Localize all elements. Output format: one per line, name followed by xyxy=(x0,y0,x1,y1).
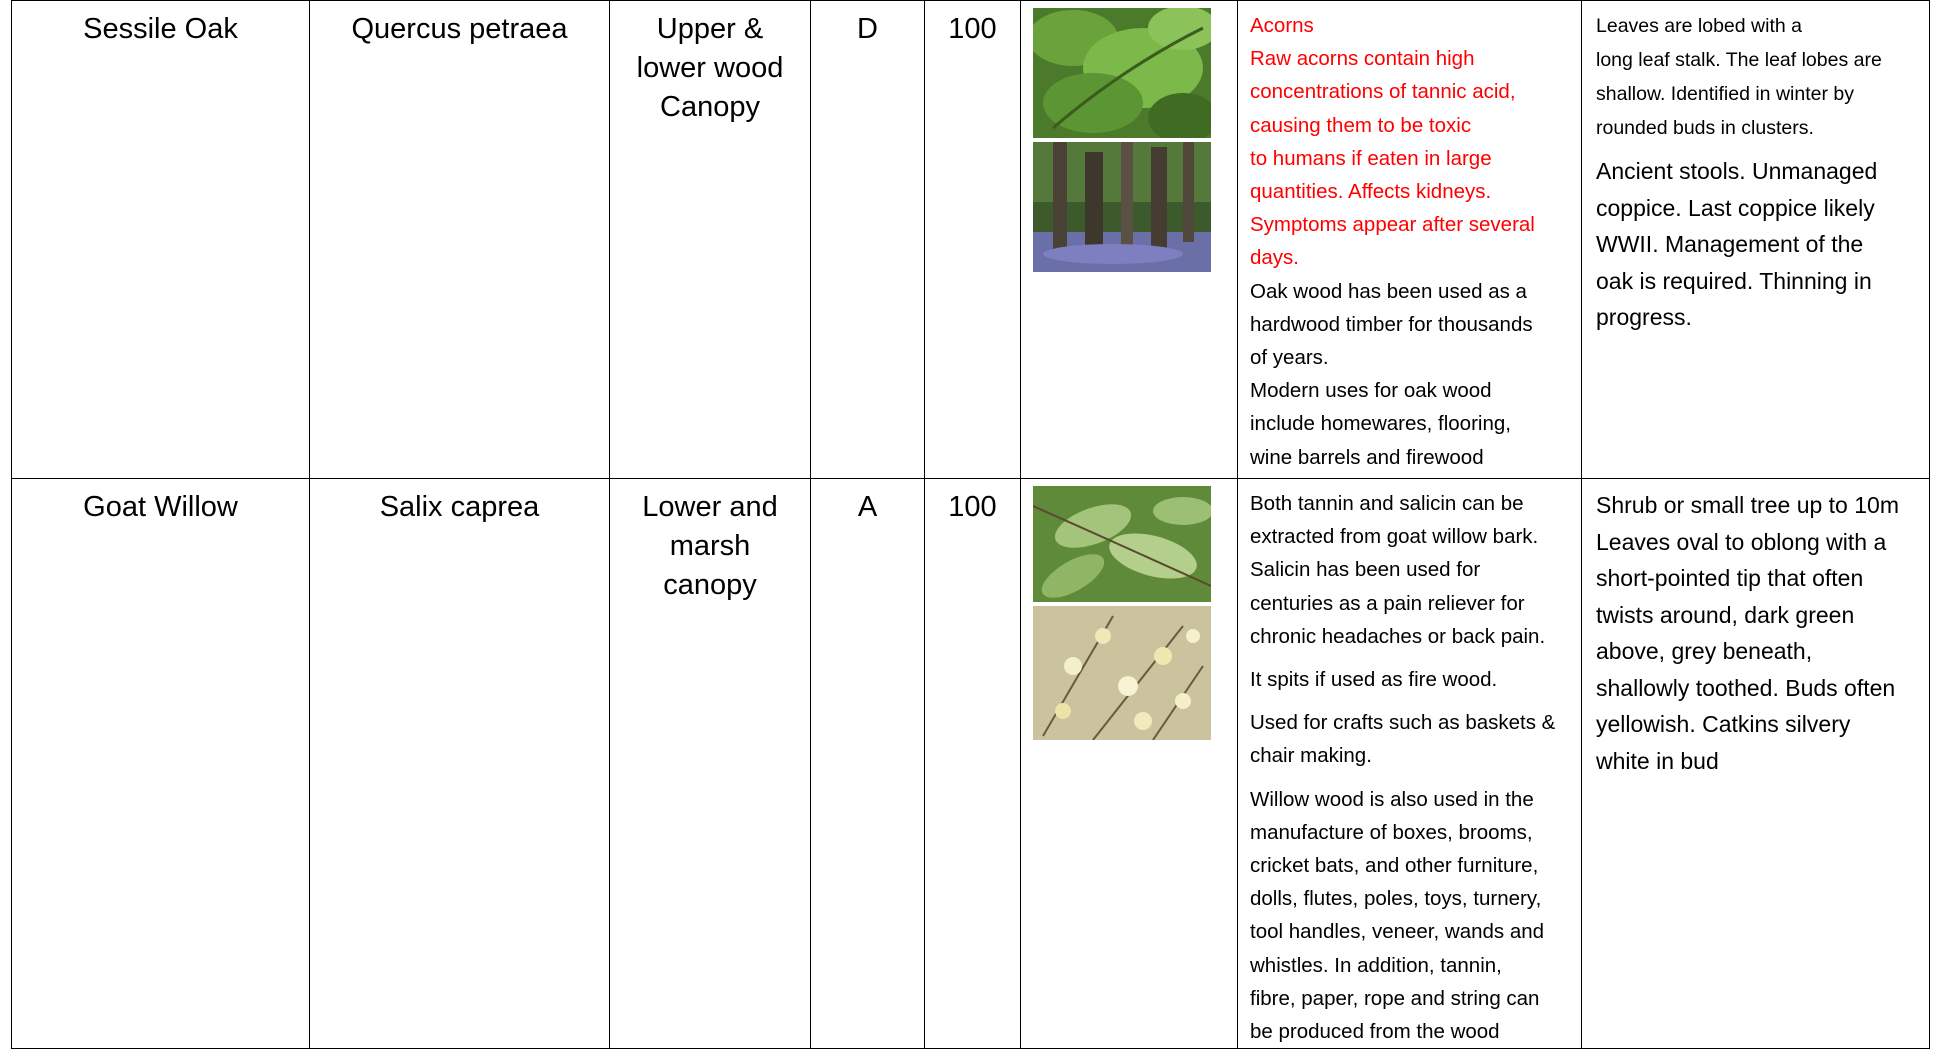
habitat-line: canopy xyxy=(663,569,757,601)
identification-line: rounded buds in clusters. xyxy=(1596,117,1814,139)
management-line: progress. xyxy=(1596,304,1692,330)
habitat-line: Lower and xyxy=(642,491,778,523)
uses-line: centuries as a pain reliever for xyxy=(1250,591,1525,615)
description-line: Shrub or small tree up to 10m xyxy=(1596,492,1899,518)
habitat-line: lower wood xyxy=(636,52,784,84)
uses-line: whistles. In addition, tannin, xyxy=(1250,953,1502,977)
uses-line: be produced from the wood xyxy=(1250,1020,1500,1044)
value-cell xyxy=(925,1,1021,479)
latin-name: Quercus petraea xyxy=(351,13,568,45)
common-name: Sessile Oak xyxy=(83,13,238,45)
uses-line: Both tannin and salicin can be xyxy=(1250,492,1524,515)
value: 100 xyxy=(948,13,997,45)
uses-line: Willow wood is also used in the xyxy=(1250,787,1534,811)
uses-line: of years. xyxy=(1250,346,1329,370)
latin-name-cell xyxy=(310,1,610,479)
toxicity-line: quantities. Affects kidneys. xyxy=(1250,180,1492,204)
description-line: short-pointed tip that often xyxy=(1596,565,1864,591)
image-cell xyxy=(1021,1,1238,479)
toxicity-line: Symptoms appear after several xyxy=(1250,213,1535,237)
identification-line: Leaves are lobed with a xyxy=(1596,15,1802,37)
description-line: twists around, dark green xyxy=(1596,601,1855,628)
uses-line: Salicin has been used for xyxy=(1250,558,1481,582)
uses-cell xyxy=(1238,1,1582,479)
table-row xyxy=(12,479,1930,1049)
habitat-line: marsh xyxy=(669,530,751,562)
uses-line: hardwood timber for thousands xyxy=(1250,312,1533,336)
uses-line: fibre, paper, rope and string can xyxy=(1250,986,1540,1010)
willow-leaves-photo xyxy=(1033,486,1211,602)
table-row xyxy=(12,1,1930,479)
code-cell xyxy=(811,479,925,1049)
toxicity-line: Raw acorns contain high xyxy=(1250,47,1475,71)
tree-species-table xyxy=(11,0,1930,1049)
management-line: coppice. Last coppice likely xyxy=(1596,194,1875,221)
latin-name-cell xyxy=(310,479,610,1049)
habitat-cell xyxy=(610,1,811,479)
toxicity-line: causing them to be toxic xyxy=(1250,113,1472,137)
uses-line: Modern uses for oak wood xyxy=(1250,379,1492,403)
code: D xyxy=(857,13,878,45)
common-name-cell xyxy=(12,479,310,1049)
image-cell xyxy=(1021,479,1238,1049)
toxicity-line: to humans if eaten in large xyxy=(1250,146,1492,170)
uses-line: include homewares, flooring, xyxy=(1250,412,1511,436)
description-line: shallowly toothed. Buds often xyxy=(1596,674,1896,701)
toxicity-line: concentrations of tannic acid, xyxy=(1250,80,1516,104)
uses-line: manufacture of boxes, brooms, xyxy=(1250,820,1533,844)
code: A xyxy=(857,491,878,523)
value-cell xyxy=(925,479,1021,1049)
uses-line: Oak wood has been used as a xyxy=(1250,279,1527,303)
habitat-line: Upper & xyxy=(656,13,764,45)
oak-stools-bluebells-photo xyxy=(1033,142,1211,272)
uses-line: chronic headaches or back pain. xyxy=(1250,624,1546,648)
toxicity-line: days. xyxy=(1250,246,1299,270)
value: 100 xyxy=(948,491,997,523)
uses-line: tool handles, veneer, wands and xyxy=(1250,920,1545,944)
identification-line: long leaf stalk. The leaf lobes are xyxy=(1596,49,1882,71)
uses-line: cricket bats, and other furniture, xyxy=(1250,854,1539,878)
willow-catkins-photo xyxy=(1033,606,1211,740)
uses-line: wine barrels and firewood xyxy=(1250,445,1484,469)
description-line: above, grey beneath, xyxy=(1596,638,1813,664)
uses-line: extracted from goat willow bark. xyxy=(1250,525,1539,549)
habitat-line: Canopy xyxy=(660,91,760,123)
management-line: oak is required. Thinning in xyxy=(1596,267,1872,294)
uses-cell xyxy=(1238,479,1582,1049)
uses-line: chair making. xyxy=(1250,744,1372,768)
latin-name: Salix caprea xyxy=(379,491,540,523)
oak-leaves-photo xyxy=(1033,8,1211,138)
habitat-cell xyxy=(610,479,811,1049)
common-name-cell xyxy=(12,1,310,479)
toxicity-line: Acorns xyxy=(1250,14,1314,37)
uses-line: dolls, flutes, poles, toys, turnery, xyxy=(1250,887,1542,911)
description-line: Leaves oval to oblong with a xyxy=(1596,528,1887,555)
description-line: white in bud xyxy=(1596,747,1719,774)
uses-line: Used for crafts such as baskets & xyxy=(1250,711,1556,735)
management-line: Ancient stools. Unmanaged xyxy=(1596,158,1878,184)
code-cell xyxy=(811,1,925,479)
identification-line: shallow. Identified in winter by xyxy=(1596,83,1854,105)
common-name: Goat Willow xyxy=(83,491,238,523)
notes-cell xyxy=(1582,1,1930,479)
management-line: WWII. Management of the xyxy=(1596,231,1864,257)
notes-cell xyxy=(1582,479,1930,1049)
description-line: yellowish. Catkins silvery xyxy=(1596,711,1851,737)
uses-line: It spits if used as fire wood. xyxy=(1250,668,1498,692)
